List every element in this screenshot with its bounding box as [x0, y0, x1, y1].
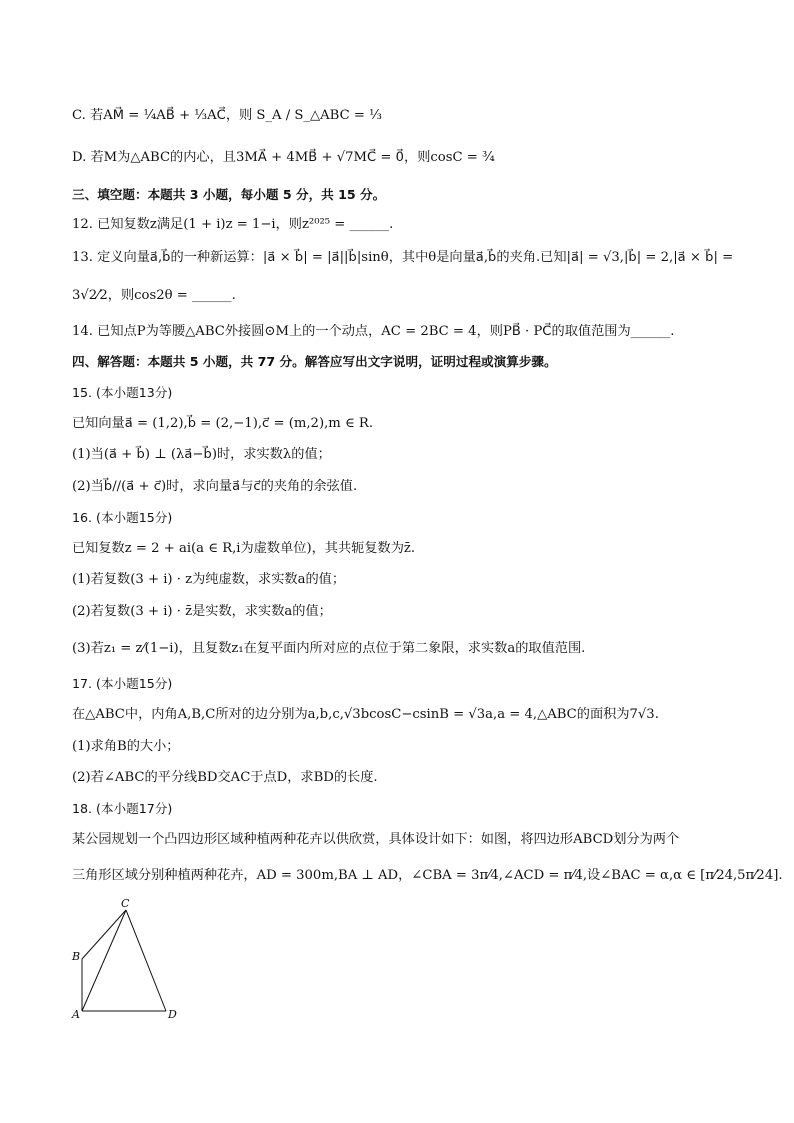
question-17-part2: (2)若∠ABC的平分线BD交AC于点D，求BD的长度.	[72, 770, 378, 785]
question-18-stem-line1: 某公园规划一个凸四边形区域种植两种花卉以供欣赏，具体设计如下：如图，将四边形ABCD划分为两个	[72, 832, 680, 847]
question-12: 12. 已知复数z满足(1 + i)z = 1−i，则z²⁰²⁵ = ______.	[72, 217, 394, 232]
question-18-header: 18. (本小题17分)	[72, 801, 173, 816]
segment-bc	[82, 910, 126, 959]
question-16-stem: 已知复数z = 2 + ai(a ∈ R,i为虚数单位)，其共轭复数为z̄.	[72, 541, 416, 556]
section-solution-heading: 四、解答题：本题共 5 小题，共 77 分。解答应写出文字说明，证明过程或演算步骤。	[72, 354, 557, 369]
question-15-part2: (2)当b⃗//(a⃗ + c⃗)时，求向量a⃗与c⃗的夹角的余弦值.	[72, 479, 358, 494]
question-15-part1: (1)当(a⃗ + b⃗) ⊥ (λa⃗−b⃗)时，求实数λ的值；	[72, 447, 331, 462]
question-16-header: 16. (本小题15分)	[72, 510, 173, 525]
question-16-part1: (1)若复数(3 + i) · z为纯虚数，求实数a的值；	[72, 572, 346, 587]
question-16-part3: (3)若z₁ = z⁄(1−i)，且复数z₁在复平面内所对应的点位于第二象限，求实数a的取值范围.	[72, 641, 586, 656]
section-fill-in-heading: 三、填空题：本题共 3 小题，每小题 5 分，共 15 分。	[72, 187, 386, 202]
question-15-stem: 已知向量a⃗ = (1,2),b⃗ = (2,−1),c⃗ = (m,2),m ∈ R.	[72, 416, 374, 431]
segment-cd	[126, 910, 166, 1011]
question-14: 14. 已知点P为等腰△ABC外接圆⊙M上的一个动点，AC = 2BC = 4，则PB⃗ · PC⃗的取值范围为______.	[72, 324, 675, 339]
question-13-line1: 13. 定义向量a⃗,b⃗的一种新运算：|a⃗ × b⃗| = |a⃗||b⃗|sinθ，其中θ是向量a⃗,b⃗的夹角.已知|a⃗| = √3,|b⃗| = 2,|a⃗ × b⃗| =	[72, 250, 734, 265]
question-18-stem-line2: 三角形区域分别种植两种花卉，AD = 300m,BA ⊥ AD，∠CBA = 3π⁄4,∠ACD = π⁄4,设∠BAC = α,α ∈ [π⁄24,5π⁄24].	[72, 868, 783, 883]
question-17-part1: (1)求角B的大小；	[72, 739, 180, 754]
label-b: B	[72, 950, 81, 963]
question-13-line2: 3√2⁄2，则cos2θ = ______.	[72, 288, 236, 303]
quadrilateral-figure	[68, 896, 188, 1022]
question-17-stem: 在△ABC中，内角A,B,C所对的边分别为a,b,c,√3bcosC−csinB = √3a,a = 4,△ABC的面积为7√3.	[72, 707, 659, 722]
question-16-part2: (2)若复数(3 + i) · z̄是实数，求实数a的值；	[72, 604, 332, 619]
label-a: A	[72, 1008, 80, 1021]
segment-ac	[82, 910, 126, 1011]
label-c: C	[121, 897, 130, 910]
question-17-header: 17. (本小题15分)	[72, 676, 173, 691]
option-d: D. 若M为△ABC的内心，且3MA⃗ + 4MB⃗ + √7MC⃗ = 0⃗，则cosC = ³⁄₄	[72, 150, 495, 165]
question-15-header: 15. (本小题13分)	[72, 385, 173, 400]
label-d: D	[168, 1008, 177, 1021]
option-c: C. 若AM⃗ = ¹⁄₄AB⃗ + ¹⁄₃AC⃗，则 S_A / S_△ABC = ¹⁄₃	[72, 108, 382, 123]
